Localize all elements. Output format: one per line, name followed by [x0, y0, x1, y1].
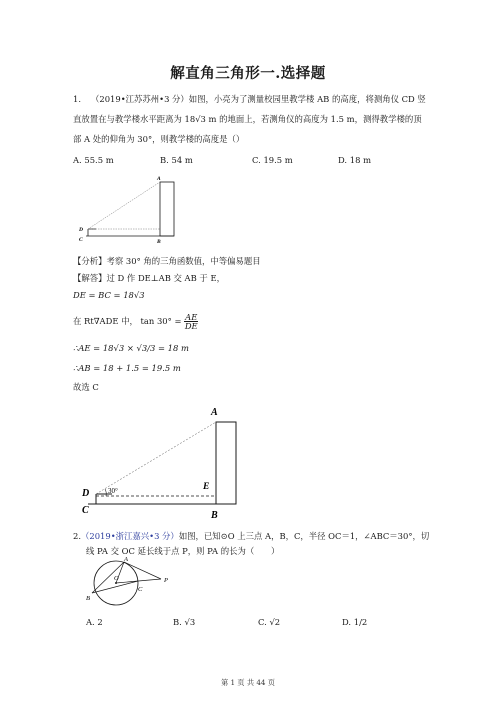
point-c-label: C: [82, 505, 89, 516]
fraction-denominator: DE: [184, 321, 198, 331]
q1-analysis: 【分析】考察 30° 角的三角函数值，中等偏易题目: [73, 256, 261, 266]
choice-key: A.: [86, 617, 95, 627]
angle-label: 30°: [108, 487, 118, 495]
q1-choice-a[interactable]: [73, 155, 114, 165]
page-footer: 第 1 页 共 44 页: [221, 678, 275, 687]
q1-step-2: [73, 313, 198, 330]
q1-conclusion: 故选 C: [73, 382, 99, 392]
q1-line-2: 直放置在与教学楼水平距离为 18√3 m 的地面上，若测角仪的高度为 1.5 m，测得教学楼的顶: [73, 114, 422, 124]
page-title: 解直角三角形一.选择题: [170, 65, 326, 82]
q2-choice-b[interactable]: [173, 617, 195, 627]
q1-step-3: ∴AE = 18√3 × √3/3 = 18 m: [73, 343, 189, 353]
choice-text: √3: [184, 617, 196, 627]
choice-key: D.: [342, 617, 352, 627]
point-a-label: A: [157, 176, 161, 182]
q1-line-1: （2019•江苏苏州•3 分）如图，小亮为了测量校园里教学楼 AB 的高度，将测角仪 CD 竖: [91, 94, 426, 104]
point-p-label: P: [164, 577, 168, 584]
point-a-label: A: [211, 407, 218, 418]
q2-choice-d[interactable]: [342, 617, 367, 627]
q2-line-2: 线 PA 交 OC 延长线于点 P，则 PA 的长为（ ）: [86, 546, 280, 556]
q1-choice-b[interactable]: [160, 155, 193, 165]
q2-stem: 如图，已知⊙O 上三点 A，B，C，半径 OC＝1，∠ABC＝30°，切: [178, 531, 430, 541]
choice-key: B.: [160, 155, 169, 165]
choice-key: A.: [73, 155, 82, 165]
point-e-label: E: [203, 482, 210, 492]
q2-line-1: [73, 530, 429, 542]
q1-choice-c[interactable]: [252, 155, 293, 165]
q2-figure: [84, 555, 176, 607]
q1-line-3: 部 A 处的仰角为 30°，则教学楼的高度是（）: [73, 134, 245, 144]
point-a-label: A: [124, 556, 128, 563]
q1-step-1: DE = BC = 18√3: [73, 290, 145, 300]
point-c-label: C: [138, 586, 143, 593]
choice-key: B.: [173, 617, 182, 627]
choice-key: C.: [252, 155, 261, 165]
choice-text: 54 m: [171, 155, 193, 165]
q1-small-figure: [74, 172, 184, 246]
point-b-label: B: [211, 510, 218, 521]
choice-text: √2: [269, 617, 281, 627]
fraction-numerator: AE: [185, 312, 198, 322]
q2-choice-c[interactable]: [258, 617, 280, 627]
choice-text: 2: [97, 617, 103, 627]
point-d-label: D: [79, 227, 83, 233]
point-o-label: O: [114, 575, 119, 582]
q1-step-4: ∴AB = 18 + 1.5 = 19.5 m: [73, 363, 181, 373]
q1-number: 1.: [73, 94, 81, 104]
point-c-label: C: [79, 237, 83, 243]
step-prefix: 在 Rt∇ADE 中，: [73, 316, 138, 326]
point-d-label: D: [82, 488, 90, 499]
choice-key: C.: [258, 617, 267, 627]
choice-text: 19.5 m: [263, 155, 293, 165]
q1-big-figure: [78, 400, 248, 524]
step-equation: tan 30° =: [140, 316, 182, 326]
choice-text: 1/2: [353, 617, 368, 627]
q2-number: 2.: [73, 531, 81, 541]
fraction: [184, 313, 198, 330]
point-b-label: B: [157, 239, 161, 245]
q2-choice-a[interactable]: [86, 617, 103, 627]
choice-text: 18 m: [349, 155, 372, 165]
q2-source: （2019•浙江嘉兴•3 分）: [81, 531, 179, 541]
point-b-label: B: [86, 595, 90, 602]
choice-key: D.: [338, 155, 348, 165]
q1-answer-head: 【解答】过 D 作 DE⊥AB 交 AB 于 E，: [73, 273, 225, 283]
choice-text: 55.5 m: [84, 155, 114, 165]
q1-choice-d[interactable]: [338, 155, 371, 165]
